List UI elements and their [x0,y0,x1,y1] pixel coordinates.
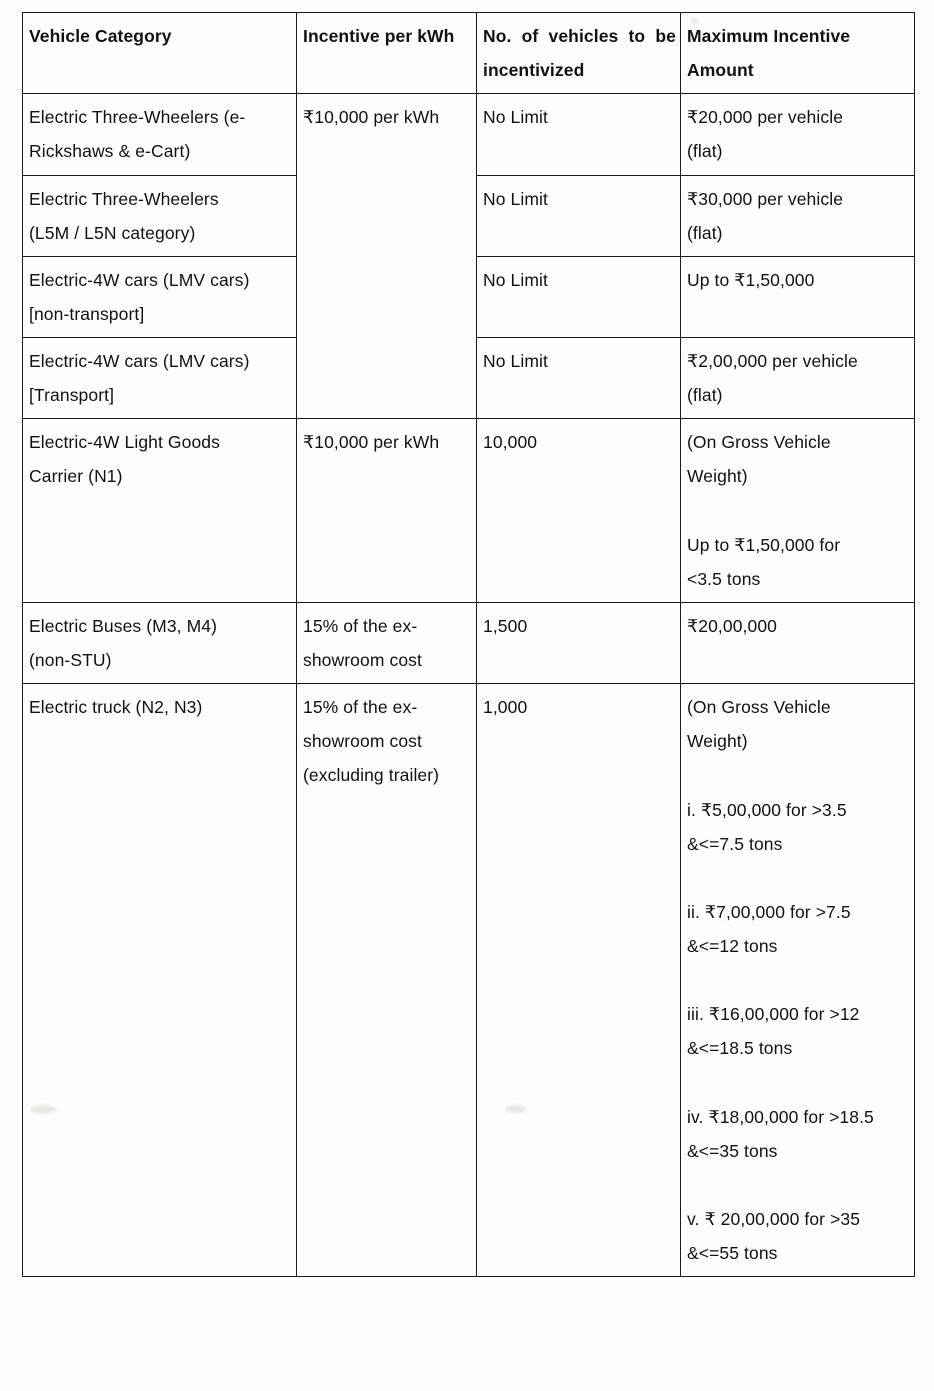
header-text-line-2: incentivized [483,60,585,81]
cell-maximum-incentive [681,94,915,175]
amount-line: &<=35 tons [687,1140,778,1161]
header-text-line-1: Maximum Incentive [687,26,851,46]
amount-line [687,1066,910,1100]
amount-line: &<=7.5 tons [687,833,783,854]
header-text: Incentive per kWh [303,26,455,46]
incentive-line: showroom cost [303,650,422,670]
table-row [23,419,915,603]
incentive-line: 15% of the ex- [303,615,418,636]
cell-vehicle-category [23,256,297,337]
header-text-line-2: Amount [687,60,754,81]
column-header-vehicle-category [23,13,297,94]
vehicles-value: No Limit [483,188,548,209]
vehicles-value: 1,500 [483,615,528,636]
amount-line [687,963,910,997]
cell-maximum-incentive [681,419,915,603]
cell-maximum-incentive [681,175,915,256]
amount-line: &<=18.5 tons [687,1038,793,1059]
cell-vehicle-category [23,602,297,683]
amount-line: &<=12 tons [687,936,778,956]
category-line: Electric-4W cars (LMV cars) [29,351,250,371]
amount-line: (flat) [687,222,723,243]
cell-maximum-incentive [681,338,915,419]
amount-line: ii. ₹7,00,000 for >7.5 [687,901,851,922]
amount-line: v. ₹ 20,00,000 for >35 [687,1209,861,1229]
cell-no-of-vehicles [477,602,681,683]
category-line: Electric truck (N2, N3) [29,697,203,718]
cell-vehicle-category [23,94,297,175]
cell-maximum-incentive [681,602,915,683]
amount-line: ₹20,00,000 [687,615,777,636]
table-header-row [23,13,915,94]
cell-no-of-vehicles [477,256,681,337]
cell-no-of-vehicles [477,684,681,1277]
vehicles-value: 1,000 [483,697,528,718]
amount-line: i. ₹5,00,000 for >3.5 [687,799,847,820]
amount-line: <3.5 tons [687,568,761,589]
amount-line: (On Gross Vehicle [687,432,831,453]
cell-incentive-per-kwh [297,684,477,1277]
category-line: Electric-4W cars (LMV cars) [29,269,250,290]
amount-line [687,494,910,528]
amount-line: ₹20,000 per vehicle [687,107,844,128]
header-text: Vehicle Category [29,26,172,46]
cell-vehicle-category [23,684,297,1277]
category-line: Rickshaws & e-Cart) [29,141,191,162]
cell-vehicle-category [23,419,297,603]
amount-line: iii. ₹16,00,000 for >12 [687,1004,860,1025]
amount-line: Weight) [687,466,748,487]
column-header-incentive-per-kwh [297,13,477,94]
table-row [23,602,915,683]
vehicles-value: No Limit [483,269,548,290]
category-line: Electric Buses (M3, M4) [29,615,218,636]
category-line: Electric Three-Wheelers (e- [29,107,246,128]
cell-maximum-incentive [681,684,915,1277]
amount-line [687,861,910,895]
cell-incentive-per-kwh [297,94,477,419]
amount-line: iv. ₹18,00,000 for >18.5 [687,1106,874,1127]
table-row [23,684,915,1277]
vehicles-value: 10,000 [483,432,538,453]
incentive-table [22,12,915,1277]
category-line: Electric-4W Light Goods [29,432,220,453]
header-text-line-1: No. of vehicles to be [483,26,676,46]
amount-line: Weight) [687,731,748,752]
incentive-line: 15% of the ex- [303,697,418,718]
amount-line: (On Gross Vehicle [687,697,831,718]
amount-line: Up to ₹1,50,000 [687,269,815,290]
cell-no-of-vehicles [477,94,681,175]
vehicles-value: No Limit [483,351,548,371]
cell-incentive-per-kwh [297,419,477,603]
amount-line [687,1168,910,1202]
cell-vehicle-category [23,175,297,256]
amount-line: Up to ₹1,50,000 for [687,534,841,555]
amount-line: ₹30,000 per vehicle [687,188,844,209]
amount-line: ₹2,00,000 per vehicle [687,351,858,371]
incentive-value: ₹10,000 per kWh [303,107,440,128]
cell-maximum-incentive [681,256,915,337]
incentive-line: (excluding trailer) [303,765,440,786]
category-line: (non-STU) [29,650,112,670]
cell-no-of-vehicles [477,338,681,419]
category-line: [non-transport] [29,303,145,324]
amount-line: (flat) [687,141,723,162]
category-line: [Transport] [29,385,115,406]
amount-line: &<=55 tons [687,1243,778,1264]
column-header-no-of-vehicles [477,13,681,94]
cell-incentive-per-kwh [297,602,477,683]
column-header-maximum-incentive-amount [681,13,915,94]
vehicles-value: No Limit [483,107,548,128]
category-line: Carrier (N1) [29,466,123,487]
amount-line: (flat) [687,385,723,406]
category-line: (L5M / L5N category) [29,222,196,243]
table-row [23,94,915,175]
cell-no-of-vehicles [477,175,681,256]
incentive-value: ₹10,000 per kWh [303,432,440,453]
incentive-line: showroom cost [303,731,422,752]
amount-line [687,758,910,792]
cell-no-of-vehicles [477,419,681,603]
cell-vehicle-category [23,338,297,419]
category-line: Electric Three-Wheelers [29,188,219,209]
